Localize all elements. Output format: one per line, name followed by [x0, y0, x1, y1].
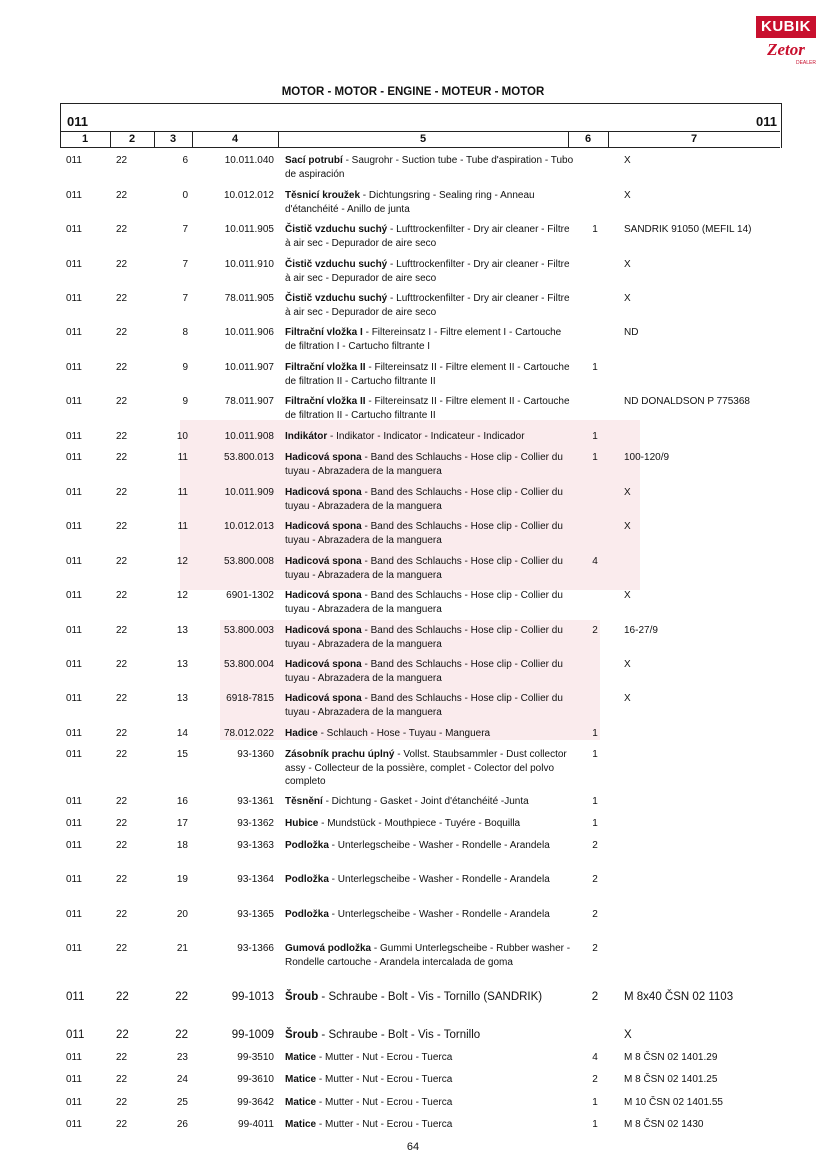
- description-translations: - Unterlegscheibe - Washer - Rondelle - Arandela: [328, 874, 550, 885]
- cell-group: 011: [66, 625, 82, 636]
- cell-subgroup: 22: [116, 659, 128, 670]
- section-heading: MOTOR - MOTOR - ENGINE - MOTEUR - MOTOR: [281, 86, 545, 98]
- description-czech: Hadice: [285, 728, 318, 739]
- cell-description: [285, 555, 575, 582]
- cell-part-number: 10.011.909: [224, 487, 274, 498]
- cell-subgroup: 22: [116, 1029, 129, 1041]
- cell-description: [285, 795, 575, 809]
- description-translations: - Mutter - Nut - Ecrou - Tuerca: [316, 1052, 453, 1063]
- cell-group: 011: [66, 1052, 82, 1063]
- cell-quantity: 1: [592, 362, 598, 373]
- cell-subgroup: 22: [116, 431, 128, 442]
- cell-subgroup: 22: [116, 796, 128, 807]
- description-translations: - Filtereinsatz I - Filtre element I - Cartouche de filtration I - Cartucho filtrante I: [285, 327, 562, 352]
- cell-quantity: 2: [591, 991, 599, 1003]
- cell-subgroup: 22: [116, 1097, 128, 1108]
- cell-description: [285, 658, 575, 685]
- description-czech: Filtrační vložka II: [285, 362, 366, 373]
- cell-description: [285, 839, 575, 853]
- description-translations: - Schraube - Bolt - Vis - Tornillo: [318, 1029, 481, 1041]
- description-czech: Zásobník prachu úplný: [285, 749, 395, 760]
- cell-group: 011: [66, 749, 82, 760]
- description-czech: Sací potrubí: [285, 155, 343, 166]
- column-header-3: 3: [169, 133, 177, 145]
- cell-quantity: 1: [592, 818, 598, 829]
- cell-part-number: 93-1360: [237, 749, 274, 760]
- description-czech: Matice: [285, 1052, 317, 1063]
- column-header-5: 5: [419, 133, 427, 145]
- cell-subgroup: 22: [116, 874, 128, 885]
- description-czech: Těsnění: [285, 796, 323, 807]
- cell-group: 011: [66, 224, 82, 235]
- cell-position: 7: [182, 224, 188, 235]
- cell-part-number: 10.011.906: [224, 327, 274, 338]
- cell-quantity: 1: [592, 452, 598, 463]
- cell-group: 011: [66, 259, 82, 270]
- description-translations: - Schraube - Bolt - Vis - Tornillo (SANDRIK): [318, 991, 543, 1003]
- cell-note: SANDRIK 91050 (MEFIL 14): [624, 224, 752, 235]
- cell-description: [285, 1028, 575, 1042]
- description-translations: - Dichtung - Gasket - Joint d'étanchéité -Junta: [322, 796, 529, 807]
- description-translations: - Mutter - Nut - Ecrou - Tuerca: [316, 1119, 453, 1130]
- cell-group: 011: [66, 659, 82, 670]
- description-czech: Indikátor: [285, 431, 328, 442]
- cell-part-number: 10.012.012: [223, 190, 274, 201]
- description-czech: Čistič vzduchu suchý: [285, 259, 388, 270]
- cell-note: M 8 ČSN 02 1401.25: [624, 1074, 718, 1085]
- cell-subgroup: 22: [116, 521, 128, 532]
- cell-quantity: 1: [592, 1097, 598, 1108]
- description-translations: - Filtereinsatz II - Filtre element II - Cartouche de filtration II - Cartucho filtrante II: [285, 362, 570, 387]
- cell-position: 24: [176, 1074, 188, 1085]
- cell-group: 011: [66, 362, 82, 373]
- cell-position: 16: [176, 796, 188, 807]
- cell-note: M 10 ČSN 02 1401.55: [624, 1097, 723, 1108]
- description-translations: - Saugrohr - Suction tube - Tube d'aspiration - Tubo de aspiración: [285, 155, 574, 180]
- description-translations: - Mutter - Nut - Ecrou - Tuerca: [316, 1074, 453, 1085]
- cell-quantity: 1: [592, 796, 598, 807]
- logo-sub-text: DEALER: [795, 60, 816, 66]
- cell-group: 011: [66, 590, 82, 601]
- description-czech: Těsnicí kroužek: [285, 190, 361, 201]
- description-czech: Hadicová spona: [285, 659, 362, 670]
- cell-subgroup: 22: [116, 452, 128, 463]
- cell-group: 011: [66, 452, 82, 463]
- cell-part-number: 10.011.905: [224, 224, 274, 235]
- cell-subgroup: 22: [116, 190, 128, 201]
- cell-position: 7: [182, 293, 188, 304]
- cell-subgroup: 22: [116, 625, 128, 636]
- cell-note: X: [624, 293, 631, 304]
- description-czech: Podložka: [285, 909, 329, 920]
- cell-description: [285, 748, 575, 789]
- cell-position: 13: [176, 693, 188, 704]
- cell-description: [285, 990, 575, 1004]
- cell-description: [285, 727, 575, 741]
- cell-part-number: 99-3642: [237, 1097, 274, 1108]
- description-translations: - Lufttrockenfilter - Dry air cleaner - Filtre à air sec - Depurador de aire seco: [285, 224, 570, 249]
- description-czech: Hadicová spona: [285, 487, 362, 498]
- cell-subgroup: 22: [116, 327, 128, 338]
- cell-group: 011: [66, 1029, 85, 1041]
- cell-subgroup: 22: [116, 259, 128, 270]
- cell-position: 13: [176, 625, 188, 636]
- cell-note: ND DONALDSON P 775368: [624, 396, 750, 407]
- description-czech: Podložka: [285, 840, 329, 851]
- cell-quantity: 2: [592, 874, 598, 885]
- cell-subgroup: 22: [116, 840, 128, 851]
- cell-note: 100-120/9: [624, 452, 670, 463]
- cell-group: 011: [66, 190, 82, 201]
- cell-group: 011: [66, 693, 82, 704]
- description-czech: Filtrační vložka II: [285, 396, 366, 407]
- description-translations: - Lufttrockenfilter - Dry air cleaner - Filtre à air sec - Depurador de aire seco: [285, 259, 570, 284]
- description-czech: Hadicová spona: [285, 556, 362, 567]
- cell-description: [285, 908, 575, 922]
- cell-description: [285, 361, 575, 388]
- cell-position: 26: [176, 1119, 188, 1130]
- cell-part-number: 53.800.013: [223, 452, 274, 463]
- cell-group: 011: [66, 431, 82, 442]
- cell-position: 7: [182, 259, 188, 270]
- cell-note: X: [624, 590, 631, 601]
- cell-part-number: 93-1366: [237, 943, 274, 954]
- cell-group: 011: [66, 874, 82, 885]
- cell-part-number: 10.011.040: [224, 155, 274, 166]
- cell-description: [285, 430, 575, 444]
- cell-part-number: 10.011.910: [224, 259, 274, 270]
- cell-subgroup: 22: [116, 818, 128, 829]
- description-translations: - Mundstück - Mouthpiece - Tuyére - Boquilla: [318, 818, 521, 829]
- cell-subgroup: 22: [116, 556, 128, 567]
- page-number: 64: [406, 1141, 420, 1153]
- cell-group: 011: [66, 1074, 82, 1085]
- cell-quantity: 1: [592, 728, 598, 739]
- cell-subgroup: 22: [116, 1119, 128, 1130]
- description-czech: Hadicová spona: [285, 452, 362, 463]
- cell-position: 14: [176, 728, 188, 739]
- cell-group: 011: [66, 991, 85, 1003]
- cell-group: 011: [66, 840, 82, 851]
- cell-part-number: 93-1362: [237, 818, 274, 829]
- cell-note: X: [624, 1029, 632, 1041]
- cell-position: 22: [175, 991, 188, 1003]
- cell-position: 11: [177, 521, 188, 532]
- logo-bottom-text: Zetor: [767, 40, 805, 59]
- cell-group: 011: [66, 1097, 82, 1108]
- cell-group: 011: [66, 155, 82, 166]
- description-translations: - Band des Schlauchs - Hose clip - Collier du tuyau - Abrazadera de la manguera: [285, 487, 563, 512]
- cell-position: 10: [176, 431, 188, 442]
- cell-group: 011: [66, 556, 82, 567]
- cell-note: X: [624, 190, 631, 201]
- cell-note: X: [624, 659, 631, 670]
- cell-part-number: 78.012.022: [223, 728, 274, 739]
- cell-part-number: 99-3510: [237, 1052, 274, 1063]
- cell-note: X: [624, 693, 631, 704]
- cell-part-number: 53.800.003: [223, 625, 274, 636]
- cell-description: [285, 486, 575, 513]
- cell-subgroup: 22: [116, 909, 128, 920]
- cell-description: [285, 292, 575, 319]
- cell-quantity: 4: [592, 1052, 598, 1063]
- cell-subgroup: 22: [116, 943, 128, 954]
- cell-position: 15: [176, 749, 188, 760]
- cell-part-number: 10.012.013: [223, 521, 274, 532]
- cell-note: X: [624, 155, 631, 166]
- cell-subgroup: 22: [116, 1052, 128, 1063]
- description-translations: - Band des Schlauchs - Hose clip - Collier du tuyau - Abrazadera de la manguera: [285, 452, 563, 477]
- cell-note: M 8 ČSN 02 1401.29: [624, 1052, 718, 1063]
- cell-description: [285, 817, 575, 831]
- cell-subgroup: 22: [116, 693, 128, 704]
- cell-note: ND: [624, 327, 639, 338]
- cell-description: [285, 326, 575, 353]
- cell-quantity: 4: [592, 556, 598, 567]
- cell-quantity: 2: [592, 943, 598, 954]
- description-czech: Hadicová spona: [285, 521, 362, 532]
- cell-group: 011: [66, 796, 82, 807]
- description-translations: - Band des Schlauchs - Hose clip - Collier du tuyau - Abrazadera de la manguera: [285, 590, 563, 615]
- cell-position: 9: [182, 362, 188, 373]
- group-code-right: 011: [756, 114, 777, 129]
- description-translations: - Band des Schlauchs - Hose clip - Collier du tuyau - Abrazadera de la manguera: [285, 521, 563, 546]
- cell-group: 011: [66, 293, 82, 304]
- cell-part-number: 53.800.008: [223, 556, 274, 567]
- column-header-1: 1: [81, 133, 89, 145]
- description-translations: - Filtereinsatz II - Filtre element II - Cartouche de filtration II - Cartucho filtrante II: [285, 396, 570, 421]
- cell-part-number: 53.800.004: [223, 659, 274, 670]
- column-header-row: [60, 131, 780, 148]
- cell-group: 011: [66, 487, 82, 498]
- cell-position: 9: [182, 396, 188, 407]
- cell-position: 13: [176, 659, 188, 670]
- cell-subgroup: 22: [116, 749, 128, 760]
- cell-description: [285, 1118, 575, 1132]
- description-translations: - Unterlegscheibe - Washer - Rondelle - Arandela: [328, 909, 550, 920]
- cell-position: 23: [176, 1052, 188, 1063]
- cell-description: [285, 1051, 575, 1065]
- cell-subgroup: 22: [116, 487, 128, 498]
- cell-description: [285, 189, 575, 216]
- cell-part-number: 93-1363: [237, 840, 274, 851]
- description-czech: Hadicová spona: [285, 625, 362, 636]
- cell-quantity: 2: [592, 840, 598, 851]
- cell-part-number: 78.011.905: [224, 293, 274, 304]
- cell-quantity: 1: [592, 224, 598, 235]
- description-czech: Hadicová spona: [285, 693, 362, 704]
- cell-position: 17: [176, 818, 188, 829]
- cell-description: [285, 942, 575, 969]
- cell-position: 0: [182, 190, 188, 201]
- cell-position: 11: [177, 452, 188, 463]
- description-czech: Šroub: [285, 1029, 319, 1041]
- cell-part-number: 99-4011: [238, 1119, 274, 1130]
- description-translations: - Band des Schlauchs - Hose clip - Collier du tuyau - Abrazadera de la manguera: [285, 693, 563, 718]
- description-translations: - Lufttrockenfilter - Dry air cleaner - Filtre à air sec - Depurador de aire seco: [285, 293, 570, 318]
- logo-top-text: KUBIK: [756, 16, 816, 38]
- cell-quantity: 2: [592, 625, 598, 636]
- description-translations: - Vollst. Staubsammler - Dust collector assy - Collecteur de la possière, complet - Colector del polvo completo: [285, 749, 567, 787]
- kubik-zetor-logo: [756, 16, 816, 68]
- cell-position: 25: [176, 1097, 188, 1108]
- cell-description: [285, 589, 575, 616]
- cell-position: 12: [176, 590, 188, 601]
- cell-group: 011: [66, 818, 82, 829]
- cell-description: [285, 154, 575, 181]
- cell-part-number: 99-3610: [237, 1074, 274, 1085]
- cell-part-number: 78.011.907: [224, 396, 274, 407]
- cell-description: [285, 692, 575, 719]
- cell-description: [285, 451, 575, 478]
- cell-position: 19: [176, 874, 188, 885]
- cell-description: [285, 873, 575, 887]
- description-czech: Matice: [285, 1119, 317, 1130]
- group-code-left: 011: [67, 114, 88, 129]
- cell-part-number: 6918-7815: [226, 693, 274, 704]
- cell-group: 011: [66, 396, 82, 407]
- cell-note: X: [624, 521, 631, 532]
- cell-description: [285, 395, 575, 422]
- description-translations: - Dichtungsring - Sealing ring - Anneau d'étanchéité - Anillo de junta: [285, 190, 535, 215]
- cell-part-number: 10.011.907: [224, 362, 274, 373]
- description-translations: - Band des Schlauchs - Hose clip - Collier du tuyau - Abrazadera de la manguera: [285, 625, 563, 650]
- cell-part-number: 6901-1302: [226, 590, 274, 601]
- description-czech: Šroub: [285, 991, 319, 1003]
- description-translations: - Indikator - Indicator - Indicateur - Indicador: [327, 431, 525, 442]
- cell-position: 11: [177, 487, 188, 498]
- description-czech: Hadicová spona: [285, 590, 362, 601]
- description-czech: Matice: [285, 1074, 317, 1085]
- description-translations: - Band des Schlauchs - Hose clip - Collier du tuyau - Abrazadera de la manguera: [285, 556, 563, 581]
- description-czech: Gumová podložka: [285, 943, 372, 954]
- description-czech: Podložka: [285, 874, 329, 885]
- cell-position: 8: [182, 327, 188, 338]
- cell-subgroup: 22: [116, 590, 128, 601]
- column-header-2: 2: [128, 133, 136, 145]
- cell-subgroup: 22: [116, 155, 128, 166]
- cell-position: 21: [176, 943, 188, 954]
- cell-part-number: 93-1364: [237, 874, 274, 885]
- column-header-4: 4: [231, 133, 239, 145]
- cell-position: 20: [176, 909, 188, 920]
- cell-position: 12: [176, 556, 188, 567]
- cell-subgroup: 22: [116, 396, 128, 407]
- cell-position: 6: [182, 155, 188, 166]
- cell-note: X: [624, 259, 631, 270]
- description-translations: - Schlauch - Hose - Tuyau - Manguera: [317, 728, 491, 739]
- cell-note: M 8x40 ČSN 02 1103: [624, 991, 734, 1003]
- cell-description: [285, 223, 575, 250]
- cell-note: X: [624, 487, 631, 498]
- cell-part-number: 10.011.908: [224, 431, 274, 442]
- cell-description: [285, 1096, 575, 1110]
- description-czech: Čistič vzduchu suchý: [285, 224, 388, 235]
- cell-part-number: 99-1009: [231, 1029, 274, 1041]
- cell-group: 011: [66, 943, 82, 954]
- description-translations: - Unterlegscheibe - Washer - Rondelle - Arandela: [328, 840, 550, 851]
- column-header-6: 6: [584, 133, 592, 145]
- cell-description: [285, 624, 575, 651]
- description-czech: Matice: [285, 1097, 317, 1108]
- cell-part-number: 93-1365: [237, 909, 274, 920]
- cell-part-number: 99-1013: [231, 991, 274, 1003]
- cell-subgroup: 22: [116, 362, 128, 373]
- cell-description: [285, 520, 575, 547]
- description-czech: Filtrační vložka I: [285, 327, 363, 338]
- cell-quantity: 1: [592, 431, 598, 442]
- cell-subgroup: 22: [116, 991, 129, 1003]
- cell-subgroup: 22: [116, 1074, 128, 1085]
- description-czech: Hubice: [285, 818, 319, 829]
- cell-note: 16-27/9: [624, 625, 658, 636]
- cell-group: 011: [66, 728, 82, 739]
- description-translations: - Mutter - Nut - Ecrou - Tuerca: [316, 1097, 453, 1108]
- cell-note: M 8 ČSN 02 1430: [624, 1119, 704, 1130]
- column-header-7: 7: [690, 133, 698, 145]
- cell-description: [285, 1073, 575, 1087]
- cell-group: 011: [66, 521, 82, 532]
- cell-quantity: 1: [592, 749, 598, 760]
- cell-subgroup: 22: [116, 293, 128, 304]
- cell-quantity: 2: [592, 1074, 598, 1085]
- cell-quantity: 1: [592, 1119, 598, 1130]
- cell-position: 22: [175, 1029, 188, 1041]
- cell-part-number: 93-1361: [237, 796, 274, 807]
- cell-description: [285, 258, 575, 285]
- cell-group: 011: [66, 909, 82, 920]
- description-czech: Čistič vzduchu suchý: [285, 293, 388, 304]
- cell-subgroup: 22: [116, 728, 128, 739]
- cell-group: 011: [66, 327, 82, 338]
- description-translations: - Gummi Unterlegscheibe - Rubber washer - Rondelle cartouche - Arandela intercalada de goma: [285, 943, 571, 968]
- description-translations: - Band des Schlauchs - Hose clip - Collier du tuyau - Abrazadera de la manguera: [285, 659, 563, 684]
- cell-group: 011: [66, 1119, 82, 1130]
- cell-subgroup: 22: [116, 224, 128, 235]
- cell-position: 18: [176, 840, 188, 851]
- cell-quantity: 2: [592, 909, 598, 920]
